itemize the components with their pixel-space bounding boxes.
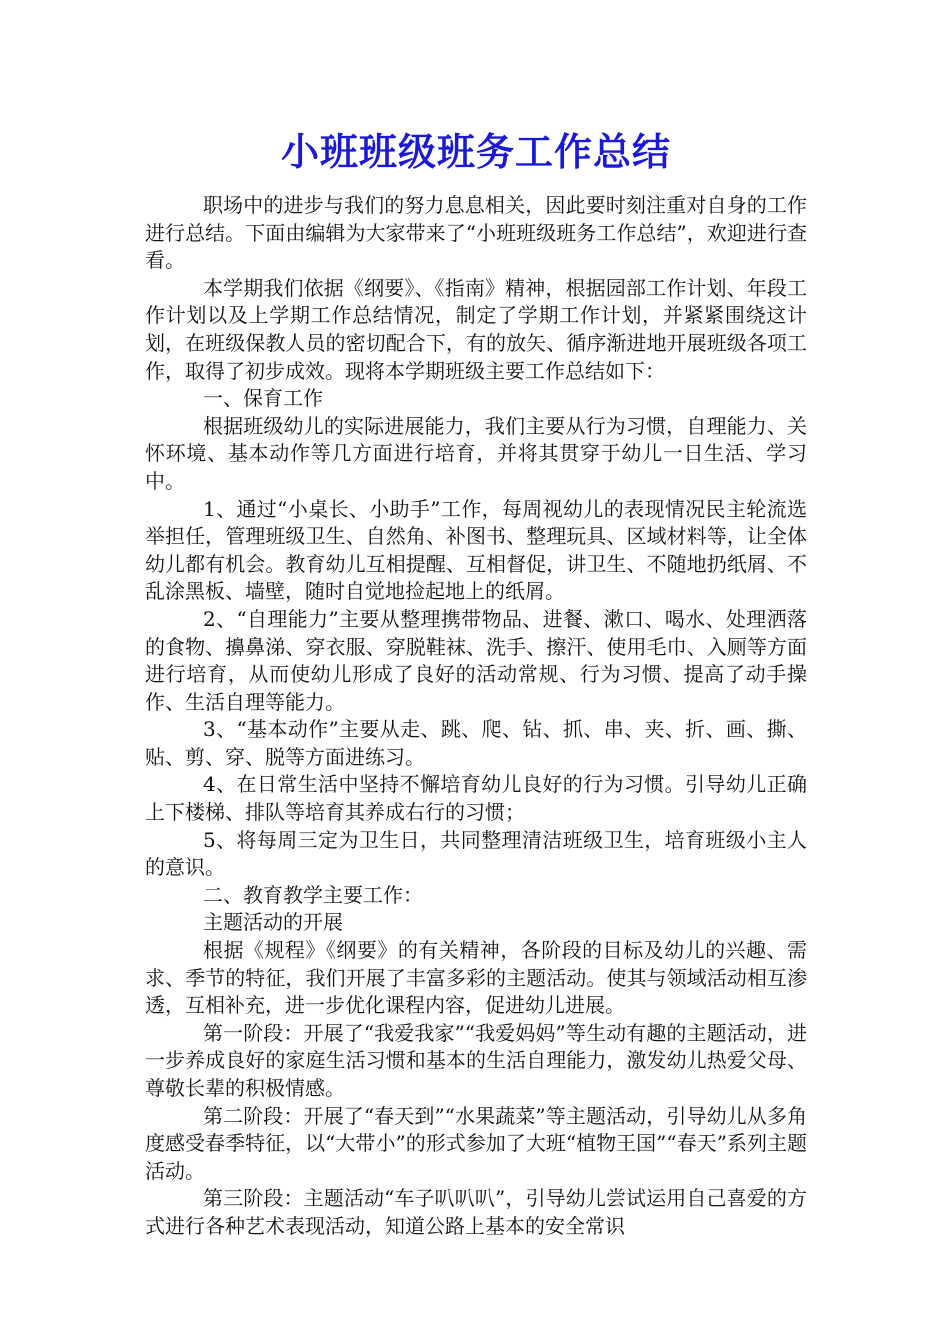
paragraph: 根据《规程》《纲要》的有关精神，各阶段的目标及幼儿的兴趣、需求、季节的特征，我们开展了丰富多彩的主题活动。使其与领域活动相互渗透，互相补充，进一步优化课程内容，促进幼儿进展。 bbox=[145, 938, 807, 1018]
paragraph: 职场中的进步与我们的努力息息相关，因此要时刻注重对自身的工作进行总结。下面由编辑为大家带来了“小班班级班务工作总结”，欢迎进行查看。 bbox=[145, 193, 807, 273]
list-item: 2、“自理能力”主要从整理携带物品、进餐、漱口、喝水、处理洒落的食物、擤鼻涕、穿衣服、穿脱鞋袜、洗手、擦汗、使用毛巾、入厕等方面进行培育，从而使幼儿形成了良好的活动常规、行为习惯、提高了动手操作、生活自理等能力。 bbox=[145, 606, 807, 714]
section-heading: 二、教育教学主要工作： bbox=[203, 882, 423, 907]
paragraph: 第二阶段：开展了“春天到”“水果蔬菜”等主题活动，引导幼儿从多角度感受春季特征，以“大带小”的形式参加了大班“植物王国”“春天”系列主题活动。 bbox=[145, 1103, 807, 1183]
paragraph: 本学期我们依据《纲要》、《指南》精神，根据园部工作计划、年段工作计划以及上学期工作总结情况，制定了学期工作计划，并紧紧围绕这计划，在班级保教人员的密切配合下，有的放矢、循序渐进地开展班级各项工作，取得了初步成效。现将本学期班级主要工作总结如下： bbox=[145, 275, 807, 383]
document-title: 小班班级班务工作总结 bbox=[280, 129, 671, 174]
paragraph: 根据班级幼儿的实际进展能力，我们主要从行为习惯，自理能力、关怀环境、基本动作等几方面进行培育，并将其贯穿于幼儿一日生活、学习中。 bbox=[145, 413, 807, 493]
paragraph: 第三阶段：主题活动“车子叭叭叭”，引导幼儿尝试运用自己喜爱的方式进行各种艺术表现活动，知道公路上基本的安全常识 bbox=[145, 1186, 807, 1238]
list-item: 1、通过“小桌长、小助手”工作，每周视幼儿的表现情况民主轮流选举担任，管理班级卫生、自然角、补图书、整理玩具、区域材料等，让全体幼儿都有机会。教育幼儿互相提醒、互相督促，讲卫生、不随地扔纸屑、不乱涂黑板、墙壁，随时自觉地捡起地上的纸屑。 bbox=[145, 496, 807, 604]
list-item: 5、将每周三定为卫生日，共同整理清洁班级卫生，培育班级小主人的意识。 bbox=[145, 827, 807, 880]
paragraph: 第一阶段：开展了“我爱我家”“我爱妈妈”等生动有趣的主题活动，进一步养成良好的家庭生活习惯和基本的生活自理能力，激发幼儿热爱父母、尊敬长辈的积极情感。 bbox=[145, 1020, 807, 1100]
list-item: 3、“基本动作”主要从走、跳、爬、钻、抓、串、夹、折、画、撕、贴、剪、穿、脱等方面进练习。 bbox=[145, 717, 807, 769]
document-body bbox=[145, 192, 807, 1241]
document-page bbox=[145, 0, 807, 1241]
subsection-heading: 主题活动的开展 bbox=[203, 910, 343, 935]
list-item: 4、在日常生活中坚持不懈培育幼儿良好的行为习惯。引导幼儿正确上下楼梯、排队等培育其养成右行的习惯； bbox=[145, 772, 807, 825]
section-heading: 一、保育工作 bbox=[203, 386, 323, 411]
